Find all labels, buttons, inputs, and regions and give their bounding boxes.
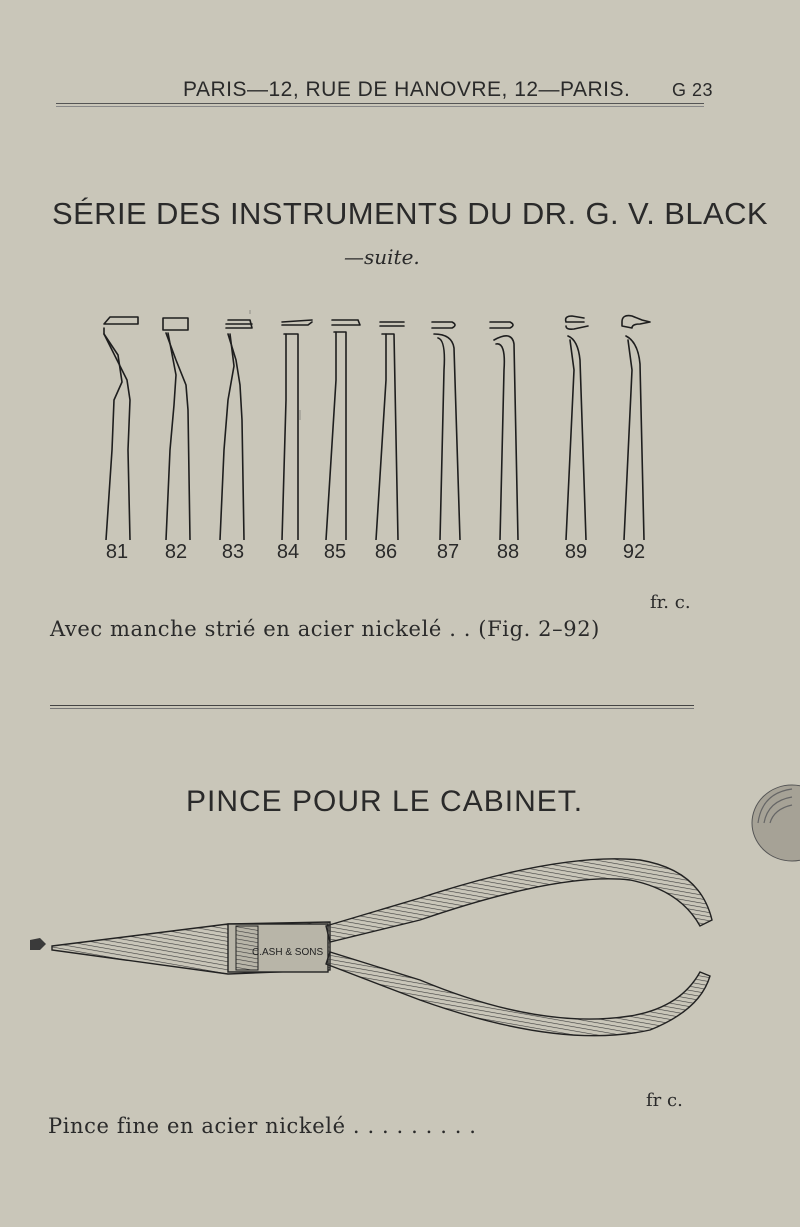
instrument-86-illustration bbox=[376, 322, 404, 540]
instrument-81-illustration bbox=[104, 317, 138, 540]
header-address: PARIS—12, RUE DE HANOVRE, 12—PARIS. bbox=[183, 78, 631, 101]
plier-illustration bbox=[0, 840, 800, 1060]
item-line-instruments: Avec manche strié en acier nickelé . . (Fig. 2–92) bbox=[50, 617, 600, 641]
header-rule-secondary bbox=[56, 106, 704, 107]
figure-number-92: 92 bbox=[622, 541, 646, 563]
instrument-illustrations bbox=[0, 300, 800, 540]
instrument-84-illustration bbox=[282, 320, 312, 540]
section-subtitle: —suite. bbox=[344, 245, 420, 269]
maker-stamp: C.ASH & SONS bbox=[252, 947, 324, 958]
item-line-pince: Pince fine en acier nickelé . . . . . . . . . bbox=[48, 1114, 477, 1138]
instrument-85-illustration bbox=[326, 320, 360, 540]
figure-number-85: 85 bbox=[323, 541, 347, 563]
page-edge-ornament bbox=[748, 783, 800, 863]
instrument-83-illustration bbox=[220, 320, 252, 540]
instrument-89-illustration bbox=[566, 316, 588, 540]
page-number: G 23 bbox=[672, 80, 714, 100]
instrument-92-illustration bbox=[622, 316, 650, 540]
figure-number-86: 86 bbox=[374, 541, 398, 563]
currency-header-2: fr c. bbox=[646, 1090, 683, 1111]
instrument-88-illustration bbox=[490, 322, 518, 540]
section-title-black-instruments: SÉRIE DES INSTRUMENTS DU DR. G. V. BLACK bbox=[52, 196, 768, 231]
instrument-82-illustration bbox=[163, 318, 190, 540]
instrument-87-illustration bbox=[432, 322, 460, 540]
figure-number-83: 83 bbox=[221, 541, 245, 563]
figure-number-89: 89 bbox=[564, 541, 588, 563]
figure-number-84: 84 bbox=[276, 541, 300, 563]
figure-number-88: 88 bbox=[496, 541, 520, 563]
figure-number-82: 82 bbox=[164, 541, 188, 563]
currency-header-1: fr. c. bbox=[650, 592, 691, 613]
section-divider bbox=[50, 705, 694, 706]
header-rule bbox=[56, 103, 704, 104]
page-header bbox=[0, 76, 800, 104]
figure-number-81: 81 bbox=[105, 541, 129, 563]
section-title-pince: PINCE POUR LE CABINET. bbox=[186, 785, 584, 818]
section-divider-secondary bbox=[50, 708, 694, 709]
figure-number-87: 87 bbox=[436, 541, 460, 563]
